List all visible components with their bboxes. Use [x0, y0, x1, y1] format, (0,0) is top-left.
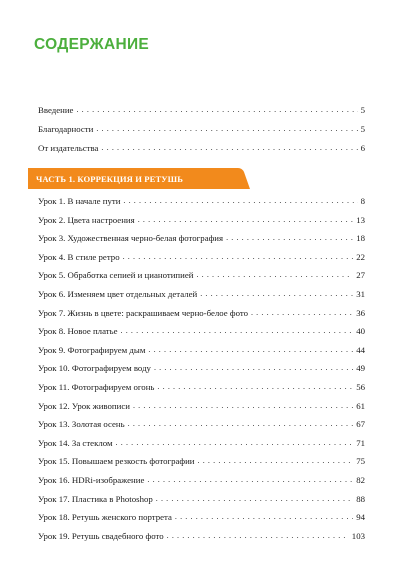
- toc-entry-page: 67: [356, 419, 365, 430]
- toc-entry-acknowledgements[interactable]: [38, 120, 365, 139]
- toc-dot-leader: [138, 210, 354, 230]
- toc-entry-lesson-7[interactable]: [38, 304, 365, 323]
- toc-entry-title: Урок 16. HDRi-изображение: [38, 474, 145, 485]
- toc-dot-leader: [200, 284, 353, 304]
- toc-intro-list: [38, 101, 365, 158]
- toc-entry-page: 13: [356, 214, 365, 225]
- toc-entry-lesson-3[interactable]: [38, 229, 365, 248]
- toc-dot-leader: [133, 396, 353, 416]
- toc-entry-lesson-8[interactable]: [38, 322, 365, 341]
- page-title: СОДЕРЖАНИЕ: [34, 36, 150, 53]
- toc-entry-lesson-11[interactable]: [38, 378, 365, 397]
- toc-entry-page: 18: [356, 233, 365, 244]
- toc-entry-page: 5: [360, 124, 365, 134]
- toc-entry-title: Урок 1. В начале пути: [38, 196, 121, 206]
- toc-entry-lesson-18[interactable]: [38, 508, 365, 527]
- toc-dot-leader: [148, 340, 353, 360]
- toc-entry-lesson-6[interactable]: [38, 285, 365, 304]
- toc-entry-page: 22: [356, 251, 365, 262]
- toc-entry-title: Урок 19. Ретушь свадебного фото: [38, 530, 164, 541]
- toc-dot-leader: [251, 303, 353, 323]
- toc-dot-leader: [121, 321, 354, 341]
- toc-entry-from-publisher[interactable]: [38, 139, 365, 158]
- toc-entry-title: Урок 8. Новое платье: [38, 326, 118, 337]
- toc-entry-page: 6: [360, 143, 365, 153]
- part-1-heading: ЧАСТЬ 1. КОРРЕКЦИЯ И РЕТУШЬ: [36, 174, 184, 184]
- toc-entry-title: Урок 7. Жизнь в цвете: раскрашиваем черно-белое фото: [38, 307, 248, 318]
- toc-entry-introduction[interactable]: [38, 101, 365, 120]
- toc-entry-lesson-17[interactable]: [38, 490, 365, 509]
- toc-entry-title: Урок 2. Цвета настроения: [38, 214, 135, 225]
- toc-dot-leader: [76, 100, 357, 119]
- toc-entry-page: 82: [356, 474, 365, 485]
- toc-dot-leader: [123, 191, 357, 211]
- toc-entry-lesson-5[interactable]: [38, 266, 365, 285]
- toc-entry-title: Урок 13. Золотая осень: [38, 419, 125, 430]
- toc-entry-title: От издательства: [38, 143, 99, 153]
- toc-entry-title: Урок 18. Ретушь женского портрета: [38, 512, 172, 523]
- toc-entry-page: 61: [356, 400, 365, 411]
- toc-entry-title: Урок 3. Художественная черно-белая фотография: [38, 233, 224, 244]
- toc-dot-leader: [167, 526, 349, 546]
- toc-entry-title: Урок 14. За стеклом: [38, 437, 113, 448]
- toc-entry-page: 56: [356, 381, 365, 392]
- toc-entry-lesson-16[interactable]: [38, 471, 365, 490]
- toc-entry-title: Урок 15. Повышаем резкость фотографии: [38, 456, 195, 467]
- toc-dot-leader: [156, 489, 353, 509]
- toc-entry-title: Благодарности: [38, 124, 94, 134]
- toc-entry-lesson-12[interactable]: [38, 397, 365, 416]
- toc-entry-page: 44: [356, 344, 365, 355]
- toc-part-1-list: [38, 192, 365, 545]
- toc-entry-page: 27: [356, 270, 365, 281]
- toc-dot-leader: [154, 358, 353, 378]
- toc-entry-page: 40: [356, 326, 365, 337]
- toc-entry-title: Урок 11. Фотографируем огонь: [38, 381, 155, 392]
- toc-dot-leader: [198, 451, 354, 471]
- toc-entry-title: Урок 9. Фотографируем дым: [38, 344, 146, 355]
- toc-dot-leader: [123, 247, 354, 267]
- toc-entry-page: 103: [351, 530, 365, 541]
- toc-dot-leader: [196, 265, 353, 285]
- toc-dot-leader: [128, 414, 354, 434]
- toc-entry-lesson-13[interactable]: [38, 415, 365, 434]
- toc-dot-leader: [175, 507, 353, 527]
- toc-entry-lesson-9[interactable]: [38, 341, 365, 360]
- toc-entry-page: 8: [360, 196, 365, 206]
- toc-entry-title: Урок 4. В стиле ретро: [38, 251, 120, 262]
- toc-entry-lesson-4[interactable]: [38, 248, 365, 267]
- toc-entry-lesson-15[interactable]: [38, 452, 365, 471]
- toc-entry-title: Введение: [38, 105, 74, 115]
- toc-entry-page: 36: [356, 307, 365, 318]
- toc-dot-leader: [157, 377, 353, 397]
- toc-dot-leader: [101, 138, 357, 157]
- toc-entry-page: 94: [356, 512, 365, 523]
- toc-entry-lesson-1[interactable]: [38, 192, 365, 211]
- toc-entry-lesson-19[interactable]: [38, 527, 365, 546]
- toc-entry-lesson-10[interactable]: [38, 359, 365, 378]
- toc-entry-page: 75: [356, 456, 365, 467]
- toc-dot-leader: [116, 433, 354, 453]
- toc-dot-leader: [226, 228, 353, 248]
- toc-entry-title: Урок 10. Фотографируем воду: [38, 363, 151, 374]
- toc-entry-title: Урок 17. Пластика в Photoshop: [38, 493, 153, 504]
- toc-entry-title: Урок 12. Урок живописи: [38, 400, 130, 411]
- toc-dot-leader: [147, 470, 353, 490]
- toc-entry-title: Урок 5. Обработка сепией и цианотипией: [38, 270, 194, 281]
- toc-entry-page: 71: [356, 437, 365, 448]
- toc-entry-page: 31: [356, 288, 365, 299]
- toc-entry-title: Урок 6. Изменяем цвет отдельных деталей: [38, 288, 198, 299]
- toc-entry-lesson-14[interactable]: [38, 434, 365, 453]
- toc-dot-leader: [96, 119, 357, 138]
- part-1-banner: [28, 168, 250, 189]
- toc-entry-page: 49: [356, 363, 365, 374]
- toc-entry-page: 5: [360, 105, 365, 115]
- toc-entry-lesson-2[interactable]: [38, 211, 365, 230]
- toc-entry-page: 88: [356, 493, 365, 504]
